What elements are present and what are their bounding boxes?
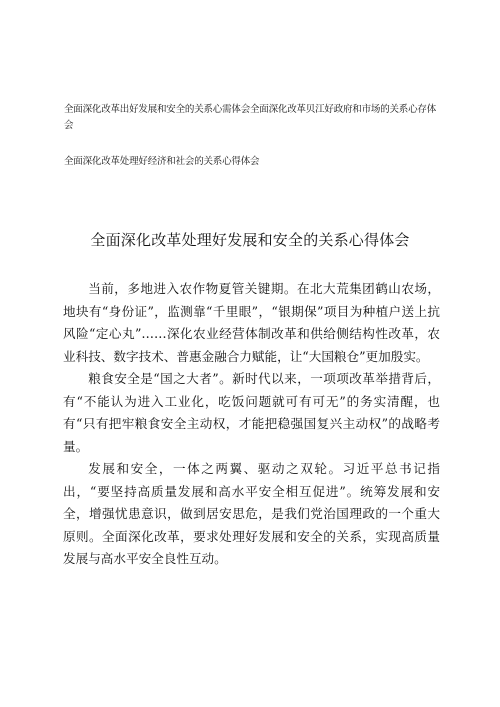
- article-title: 全面深化改革处理好发展和安全的关系心得体会: [90, 231, 410, 249]
- document-subheader-title: 全面深化改革处理好经济和社会的关系心得体会: [64, 156, 260, 167]
- article-paragraph-3: 发展和安全，一体之两翼、驱动之双轮。习近平总书记指出，“要坚持高质量发展和高水平安全相互促进”。统筹发展和安全，增强忧患意识，做到居安思危，是我们党治国理政的一个重大原则。全面深化改革，要求处理好发展和安全的关系，实现高质量发展与高水平安全良性互动。: [63, 461, 440, 566]
- article-paragraph-2: 粮食安全是“国之大者”。新时代以来，一项项改革举措背后，有“不能认为进入工业化，吃饭问题就可有可无”的务实清醒，也有“只有把牢粮食安全主动权，才能把稳强国复兴主动权”的战略考量。: [63, 371, 440, 454]
- article-paragraph-1: 当前，多地进入农作物夏管关键期。在北大荒集团鹤山农场，地块有“身份证”，监测靠“千里眼”，“银期保”项目为种植户送上抗风险“定心丸”……深化农业经营体制改革和供给侧结构性改革，农业科技、数字技术、普惠金融合力赋能，让“大国粮仓”更加殷实。: [63, 281, 440, 364]
- document-header-title: 全面深化改革出好发展和安全的关系心需体会全面深化改革贝江好政府和市场的关系心存体会: [64, 104, 437, 131]
- article-body: [63, 278, 440, 571]
